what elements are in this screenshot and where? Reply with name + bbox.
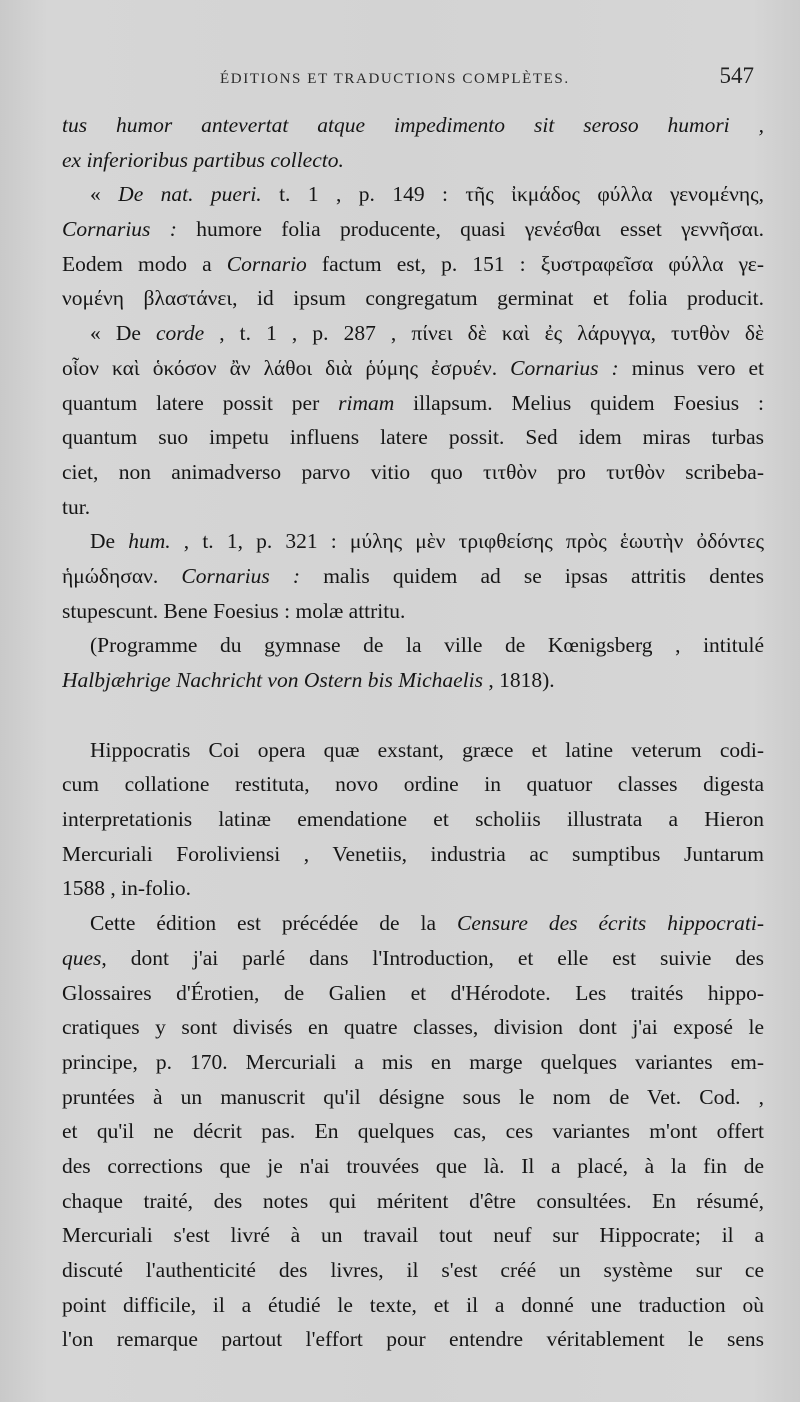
text-run: principe, p. 170. Mercuriali a mis en marge quelques variantes em- <box>62 1049 764 1074</box>
text-line <box>62 802 764 837</box>
text-run: , t. 1 , p. 287 , πίνει δὲ καὶ ἐς λάρυγγα, τυτθὸν δὲ <box>204 321 764 346</box>
text-line <box>62 1045 764 1080</box>
text-run: cum collatione restituta, novo ordine in quatuor classes digesta <box>62 772 764 797</box>
text-run: Hippocratis Coi opera quæ exstant, græce et latine veterum codi- <box>90 737 764 762</box>
text-run: ἡμώδησαν. <box>62 563 182 588</box>
text-run: humore folia producente, quasi γενέσθαι esset γεννῆσαι. <box>176 217 764 242</box>
text-line <box>62 1114 764 1149</box>
text-line <box>62 1322 764 1357</box>
text-run: « <box>90 182 119 207</box>
body-text <box>62 108 764 1357</box>
text-line <box>62 247 764 282</box>
text-line <box>62 1218 764 1253</box>
text-run: Cette édition est précédée de la <box>90 911 458 936</box>
running-head <box>60 63 760 97</box>
running-head-title: ÉDITIONS ET TRADUCTIONS COMPLÈTES. <box>220 71 570 87</box>
text-run: οἷον καὶ ὁκόσον ἂν λάθοι διὰ ῥύμης ἐσρυέν. <box>62 355 511 380</box>
text-line <box>62 594 764 629</box>
text-line <box>62 420 764 455</box>
text-run: discuté l'authenticité des livres, il s'est créé un système sur ce <box>62 1258 764 1282</box>
text-run: Mercuriali Foroliviensi , Venetiis, industria ac sumptibus Juntarum <box>62 841 764 866</box>
italic-text: De nat. pueri. <box>118 182 262 207</box>
text-line <box>62 1253 764 1288</box>
text-run: ciet, non animadverso parvo vitio quo τιτθὸν pro τυτθὸν scribeba- <box>62 459 764 484</box>
text-run: quantum suo impetu influens latere possit. Sed idem miras turbas <box>62 425 764 450</box>
text-run: illapsum. Melius quidem Foesius : <box>394 390 764 415</box>
text-run: , 1818). <box>483 668 555 692</box>
text-line <box>62 1080 764 1115</box>
italic-text: Censure des écrits hippocrati- <box>457 911 764 936</box>
text-run: malis quidem ad se ipsas attritis dentes <box>300 563 764 588</box>
text-line <box>62 871 764 906</box>
text-line <box>62 976 764 1011</box>
italic-text: corde <box>155 321 205 346</box>
text-run: De <box>90 529 129 554</box>
italic-text: ques <box>62 945 102 970</box>
italic-text: tus humor antevertat atque impedimento sit seroso humori , <box>62 113 764 137</box>
text-line <box>62 351 764 386</box>
text-run: t. 1 , p. 149 : τῆς ἰκμάδος φύλλα γενομένης, <box>261 182 764 207</box>
italic-text: rimam <box>338 390 395 415</box>
text-line <box>62 663 764 698</box>
text-run: interpretationis latinæ emendatione et scholiis illustrata a Hieron <box>62 807 764 832</box>
text-line <box>62 837 764 872</box>
italic-text: Cornarius : <box>181 563 301 588</box>
text-run: , dont j'ai parlé dans l'Introduction, et elle est suivie des <box>101 945 764 970</box>
text-line <box>62 1149 764 1184</box>
text-run: point difficile, il a étudié le texte, et il a donné une traduction où <box>62 1292 764 1317</box>
italic-text: Cornario <box>226 251 307 276</box>
text-run: « De <box>90 321 156 346</box>
text-run: minus vero et <box>618 355 764 380</box>
text-line <box>62 1288 764 1323</box>
text-run: νομένη βλαστάνει, id ipsum congregatum germinat et folia producit. <box>62 286 764 311</box>
text-line <box>62 177 764 212</box>
italic-text: hum. <box>128 529 171 554</box>
text-run: factum est, p. 151 : ξυστραφεῖσα φύλλα γε- <box>306 251 764 276</box>
text-line <box>62 628 764 663</box>
text-line <box>62 941 764 976</box>
text-run: et qu'il ne décrit pas. En quelques cas, ces variantes m'ont offert <box>62 1119 764 1144</box>
text-run: Glossaires d'Érotien, de Galien et d'Hérodote. Les traités hippo- <box>62 980 764 1005</box>
text-line <box>62 316 764 351</box>
page-number: 547 <box>719 63 754 88</box>
text-run: (Programme du gymnase de la ville de Kœnigsberg , intitulé <box>90 633 764 658</box>
italic-text: Halbjæhrige Nachricht von Ostern bis Michaelis <box>62 668 484 692</box>
text-line <box>62 386 764 421</box>
text-run: des corrections que je n'ai trouvées que là. Il a placé, à la fin de <box>62 1153 764 1178</box>
text-run: , t. 1, p. 321 : μύλης μὲν τριφθείσης πρὸς ἑωυτὴν ὀδόντες <box>170 529 764 554</box>
text-line <box>62 906 764 941</box>
text-run: chaque traité, des notes qui méritent d'être consultées. En résumé, <box>62 1188 764 1213</box>
text-line <box>62 1184 764 1219</box>
italic-text: Cornarius : <box>510 355 619 380</box>
text-line <box>62 281 764 316</box>
text-run: pruntées à un manuscrit qu'il désigne sous le nom de Vet. Cod. , <box>62 1084 764 1109</box>
text-run: tur. <box>62 494 91 519</box>
italic-text: ex inferioribus partibus collecto. <box>62 147 344 172</box>
text-line <box>62 767 764 802</box>
text-line <box>62 143 764 178</box>
text-line <box>62 455 764 490</box>
italic-text: Cornarius : <box>62 217 177 242</box>
text-run: Mercuriali s'est livré à un travail tout neuf sur Hippocrate; il a <box>62 1223 764 1248</box>
text-line <box>62 524 764 559</box>
text-run: stupescunt. Bene Foesius : molæ attritu. <box>62 598 406 623</box>
text-run: quantum latere possit per <box>62 390 339 415</box>
text-line <box>62 108 764 143</box>
text-run: 1588 , in-folio. <box>62 876 191 901</box>
text-line <box>62 490 764 525</box>
text-line <box>62 1010 764 1045</box>
text-run: Eodem modo a <box>62 251 227 276</box>
text-line <box>62 559 764 594</box>
paragraph-gap <box>62 698 764 733</box>
text-line <box>62 212 764 247</box>
text-line <box>62 733 764 768</box>
text-run: l'on remarque partout l'effort pour entendre véritablement le sens <box>62 1327 764 1352</box>
text-run: cratiques y sont divisés en quatre classes, division dont j'ai exposé le <box>62 1015 764 1040</box>
